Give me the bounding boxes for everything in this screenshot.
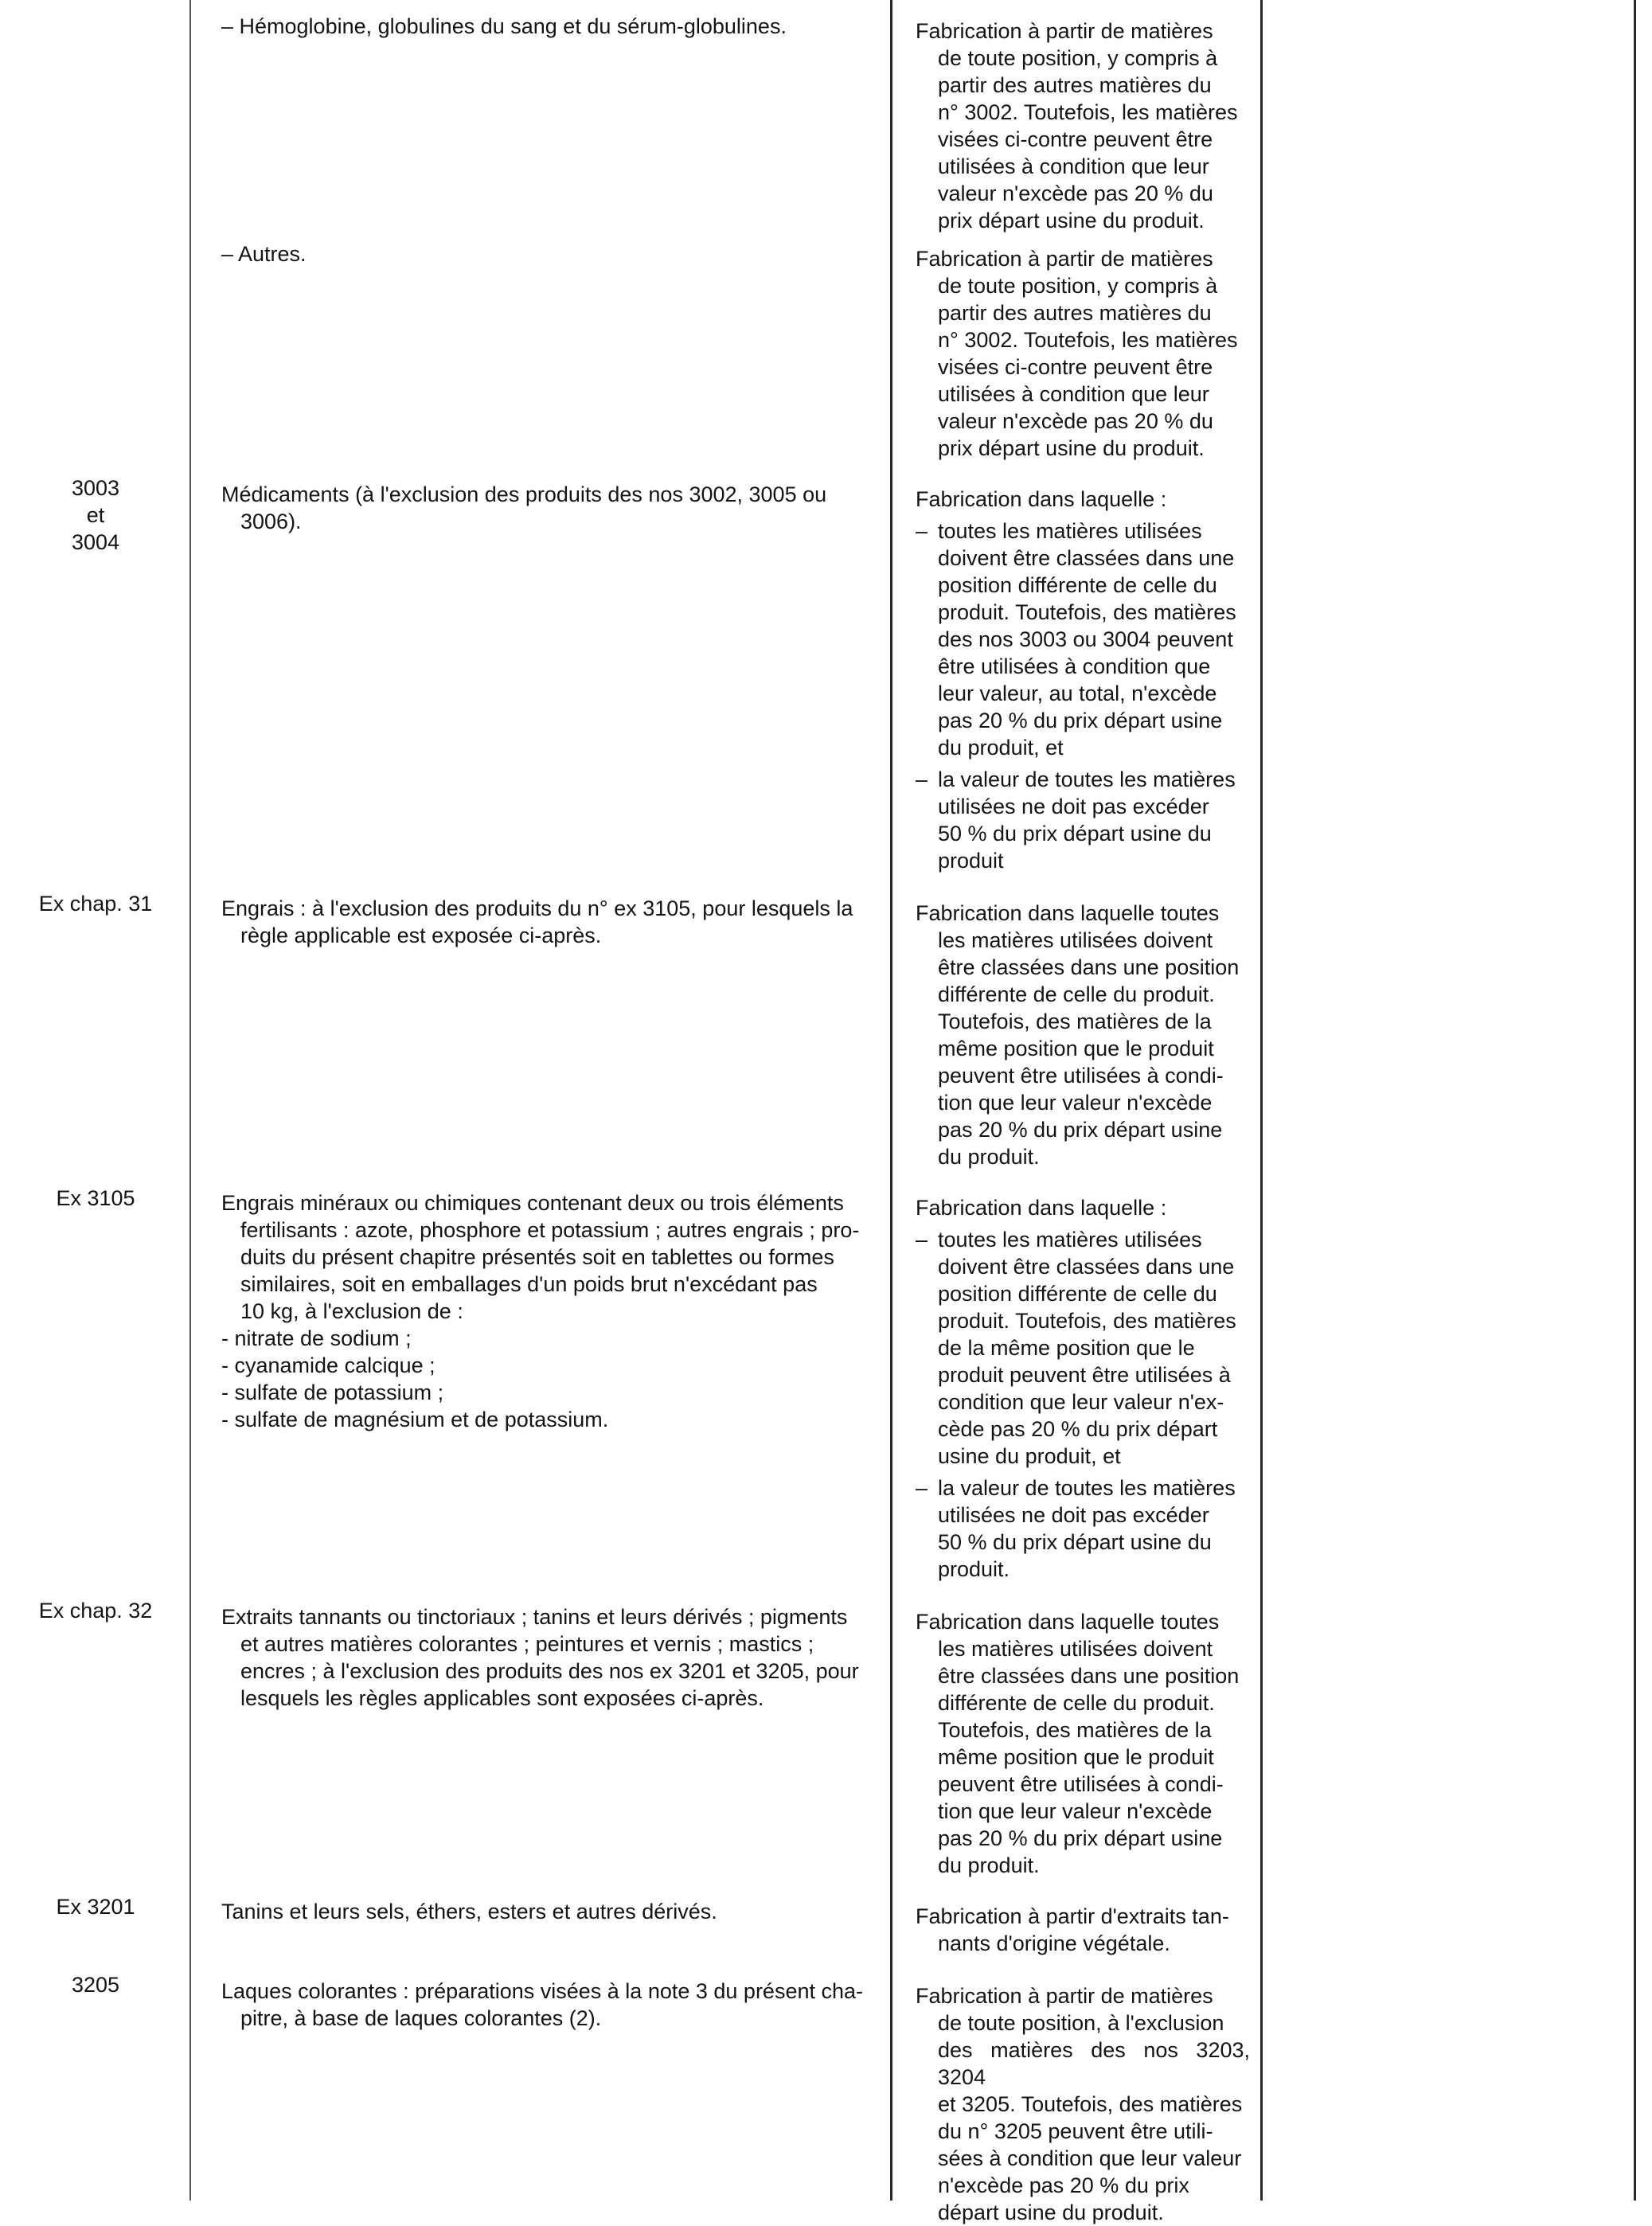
rule-line: produit peuvent être utilisées à [938,1363,1231,1387]
rule-line: position différente de celle du [938,1282,1217,1306]
rule-line: sées à condition que leur valeur [938,2146,1242,2170]
description-line: 3006). [240,510,302,533]
heading-line: 3004 [71,530,120,554]
rule-line: partir des autres matières du [938,301,1212,325]
rule-line: peuvent être utilisées à condi- [938,1064,1224,1088]
rule-line: différente de celle du produit. [938,1691,1215,1715]
heading-line: 3205 [71,1973,120,1997]
row-description [221,240,890,268]
rule-line: produit. Toutefois, des matières [938,600,1236,624]
heading-line: 3003 [71,476,120,500]
row-heading [0,474,191,556]
rule-line: de la même position que le [938,1336,1195,1360]
rule-line: du produit. [938,1853,1040,1877]
rule-line: Toutefois, des matières de la [938,1010,1212,1033]
rule-line: utilisées à condition que leur [938,154,1209,178]
rule-line: utilisées à condition que leur [938,382,1209,406]
row-rule [916,1608,1250,1879]
rule-line: utilisées ne doit pas excéder [938,795,1209,818]
row-heading [0,1597,191,1624]
rule-line: du produit, et [938,736,1064,760]
row-description [221,895,890,949]
rule-line: n° 3002. Toutefois, les matières [938,328,1238,352]
heading-line: Ex 3201 [56,1895,135,1919]
description-line: 10 kg, à l'exclusion de : [240,1299,463,1323]
description-line: encres ; à l'exclusion des produits des nos ex 3201 et 3205, pour [240,1659,859,1683]
rule-line: n° 3002. Toutefois, les matières [938,100,1238,124]
rule-line: pas 20 % du prix départ usine [938,1826,1223,1850]
column-divider-description [890,0,892,2201]
description-line: duits du présent chapitre présentés soit en tablettes ou formes [240,1245,834,1269]
row-heading [0,890,191,917]
description-line: – Hémoglobine, globulines du sang et du sérum-globulines. [221,14,787,38]
rule-line: leur valeur, au total, n'excède [938,681,1217,705]
column-divider-rule [1260,0,1263,2201]
rule-line: visées ci-contre peuvent être [938,355,1213,379]
rule-line: de toute position, y compris à [938,274,1218,298]
row-rule [916,1194,1250,1583]
rule-lead: Fabrication dans laquelle : [916,1196,1167,1220]
rule-line: départ usine du produit. [938,2201,1164,2224]
rule-line: toutes les matières utilisées [938,519,1202,543]
rule-lead: Fabrication à partir de matières [916,1984,1213,2008]
row-description [221,13,890,40]
column-divider-heading [189,0,191,2201]
rule-line: n'excède pas 20 % du prix [938,2173,1189,2197]
rule-line: produit. [938,1557,1010,1581]
rule-line: de toute position, y compris à [938,46,1218,70]
rule-line: même position que le produit [938,1037,1214,1060]
rule-line: la valeur de toutes les matières [938,1476,1236,1500]
rule-lead: Fabrication à partir d'extraits tan- [916,1904,1229,1928]
description-line: et autres matières colorantes ; peintures et vernis ; mastics ; [240,1632,814,1656]
rule-line: Toutefois, des matières de la [938,1718,1212,1742]
rule-line: de toute position, à l'exclusion [938,2011,1224,2035]
description-line: pitre, à base de laques colorantes (2). [240,2006,602,2030]
heading-line: Ex 3105 [56,1186,135,1210]
rule-line: produit. Toutefois, des matières [938,1309,1236,1333]
rule-line: position différente de celle du [938,573,1217,597]
rule-line: produit [938,849,1004,873]
rule-lead: Fabrication dans laquelle toutes [916,901,1220,925]
rule-line: partir des autres matières du [938,73,1212,97]
description-list-item: - sulfate de potassium ; [221,1381,444,1404]
rule-line: visées ci-contre peuvent être [938,127,1213,151]
description-line: – Autres. [221,242,307,266]
description-line: Engrais : à l'exclusion des produits du n° ex 3105, pour lesquels la [221,896,853,920]
row-rule [916,1982,1250,2226]
rule-line: tion que leur valeur n'excède [938,1799,1213,1823]
row-rule [916,1903,1250,1957]
description-line: fertilisants : azote, phosphore et potassium ; autres engrais ; pro- [240,1218,860,1242]
rule-line: condition que leur valeur n'ex- [938,1390,1224,1414]
rule-item [916,766,1250,874]
rule-line: toutes les matières utilisées [938,1228,1202,1252]
description-line: Extraits tannants ou tinctoriaux ; tanins et leurs dérivés ; pigments [221,1605,848,1629]
description-line: similaires, soit en emballages d'un poids brut n'excédant pas [240,1272,818,1296]
rule-line: être utilisées à condition que [938,654,1211,678]
rule-lead: Fabrication dans laquelle toutes [916,1610,1220,1634]
rule-line: la valeur de toutes les matières [938,767,1236,791]
description-line: lesquels les règles applicables sont exposées ci-après. [240,1686,764,1710]
rule-line: les matières utilisées doivent [938,928,1213,952]
rule-line: pas 20 % du prix départ usine [938,709,1223,732]
row-description [221,1603,890,1712]
rule-line: du produit. [938,1145,1040,1169]
row-description [221,1978,890,2032]
heading-line: Ex chap. 31 [38,892,153,916]
rule-line: 50 % du prix départ usine du [938,822,1212,845]
rule-line: prix départ usine du produit. [938,209,1205,232]
row-rule [916,245,1250,462]
row-description [221,481,890,535]
heading-line: Ex chap. 32 [38,1599,153,1623]
rule-line: doivent être classées dans une [938,546,1235,570]
rule-item [916,1226,1250,1470]
rule-item [916,1474,1250,1583]
rule-line: tion que leur valeur n'excède [938,1091,1213,1115]
row-heading [0,1185,191,1212]
rule-line: peuvent être utilisées à condi- [938,1772,1224,1796]
description-line: Tanins et leurs sels, éthers, esters et autres dérivés. [221,1900,717,1923]
rule-line: doivent être classées dans une [938,1255,1235,1279]
heading-line: et [86,503,105,527]
rule-line: valeur n'excède pas 20 % du [938,182,1213,205]
row-description [221,1189,890,1433]
rule-line: être classées dans une position [938,1664,1240,1688]
rule-line: valeur n'excède pas 20 % du [938,409,1213,433]
rule-line: différente de celle du produit. [938,982,1215,1006]
description-list-item: - sulfate de magnésium et de potassium. [221,1408,609,1431]
rule-line: être classées dans une position [938,955,1240,979]
rule-line: les matières utilisées doivent [938,1637,1213,1661]
rule-lead: Fabrication dans laquelle : [916,487,1167,511]
rule-lead: Fabrication à partir de matières [916,19,1213,43]
row-heading [0,1971,191,1998]
row-rule [916,900,1250,1170]
description-line: Médicaments (à l'exclusion des produits des nos 3002, 3005 ou [221,482,827,506]
rule-line: usine du produit, et [938,1444,1121,1468]
rule-lead: Fabrication à partir de matières [916,247,1213,271]
rule-line: 50 % du prix départ usine du [938,1530,1212,1554]
rule-line: prix départ usine du produit. [938,436,1205,460]
description-list-item: - nitrate de sodium ; [221,1326,412,1350]
row-description [221,1898,890,1925]
rule-item [916,517,1250,761]
rule-line: utilisées ne doit pas excéder [938,1503,1209,1527]
description-line: Laques colorantes : préparations visées à la note 3 du présent cha- [221,1979,864,2003]
rule-line: et 3205. Toutefois, des matières [938,2092,1243,2116]
rule-line: des matières des nos 3203, 3204 [938,2038,1250,2089]
rule-line: même position que le produit [938,1745,1214,1769]
column-divider-right [1634,0,1636,2201]
rule-line: du n° 3205 peuvent être utili- [938,2119,1213,2143]
row-rule [916,486,1250,874]
rule-line: des nos 3003 ou 3004 peuvent [938,627,1233,651]
row-rule [916,18,1250,234]
description-list-item: - cyanamide calcique ; [221,1353,435,1377]
description-line: Engrais minéraux ou chimiques contenant deux ou trois éléments [221,1191,844,1215]
description-line: règle applicable est exposée ci-après. [240,924,602,947]
rule-line: nants d'origine végétale. [938,1931,1170,1955]
rule-line: cède pas 20 % du prix départ [938,1417,1218,1441]
rule-line: pas 20 % du prix départ usine [938,1118,1223,1142]
row-heading [0,1893,191,1920]
